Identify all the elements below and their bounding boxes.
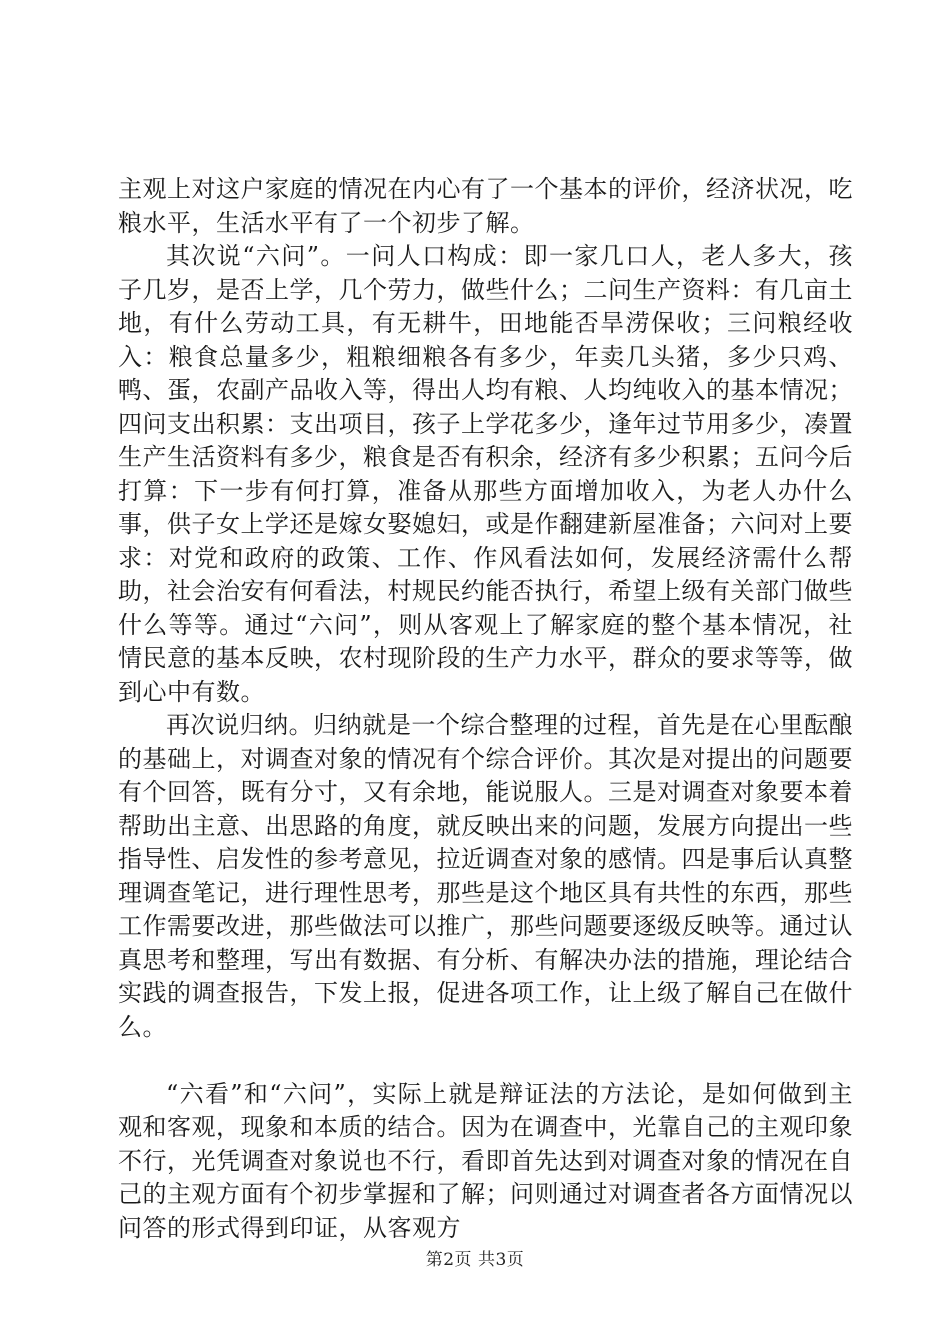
paragraph-dialectics: “六看”和“六问”，实际上就是辩证法的方法论，是如何做到主观和客观，现象和本质的结合。因为在调查中，光靠自己的主观印象不行，光凭调查对象说也不行，看即首先达到对调查对象的情况在自己的主观方面有个初步掌握和了解；问则通过对调查者各方面情况以问答的形式得到印证，从客观方 <box>118 1079 853 1242</box>
paragraph-continuation: 主观上对这户家庭的情况在内心有了一个基本的评价，经济状况，吃粮水平，生活水平有了一个初步了解。 <box>118 175 853 237</box>
page-footer <box>0 1245 950 1270</box>
paragraph-summary: 再次说归纳。归纳就是一个综合整理的过程，首先是在心里酝酿的基础上，对调查对象的情况有个综合评价。其次是对提出的问题要有个回答，既有分寸，又有余地，能说服人。三是对调查对象要本着帮助出主意、出思路的角度，就反映出来的问题，发展方向提出一些指导性、启发性的参考意见，拉近调查对象的感情。四是事后认真整理调查笔记，进行理性思考，那些是这个地区具有共性的东西，那些工作需要改进，那些做法可以推广，那些问题要逐级反映等。通过认真思考和整理，写出有数据、有分析、有解决办法的措施，理论结合实践的调查报告，下发上报，促进各项工作，让上级了解自己在做什么。 <box>118 711 853 1041</box>
page-number-label: 第2页 共3页 <box>425 1250 525 1270</box>
document-body <box>118 173 853 1245</box>
paragraph-six-questions: 其次说“六问”。一问人口构成：即一家几口人，老人多大，孩子几岁，是否上学，几个劳力，做些什么；二问生产资料：有几亩土地，有什么劳动工具，有无耕牛，田地能否旱涝保收；三问粮经收入：粮食总量多少，粗粮细粮各有多少，年卖几头猪，多少只鸡、鸭、蛋，农副产品收入等，得出人均有粮、人均纯收入的基本情况；四问支出积累：支出项目，孩子上学花多少，逢年过节用多少，凑置生产生活资料有多少，粮食是否有积余，经济有多少积累；五问今后打算：下一步有何打算，准备从那些方面增加收入，为老人办什么事，供子女上学还是嫁女娶媳妇，或是作翻建新屋准备；六问对上要求：对党和政府的政策、工作、作风看法如何，发展经济需什么帮助，社会治安有何看法，村规民约能否执行，希望上级有关部门做些什么等等。通过“六问”，则从客观上了解家庭的整个基本情况，社情民意的基本反映，农村现阶段的生产力水平，群众的要求等等，做到心中有数。 <box>118 242 853 706</box>
